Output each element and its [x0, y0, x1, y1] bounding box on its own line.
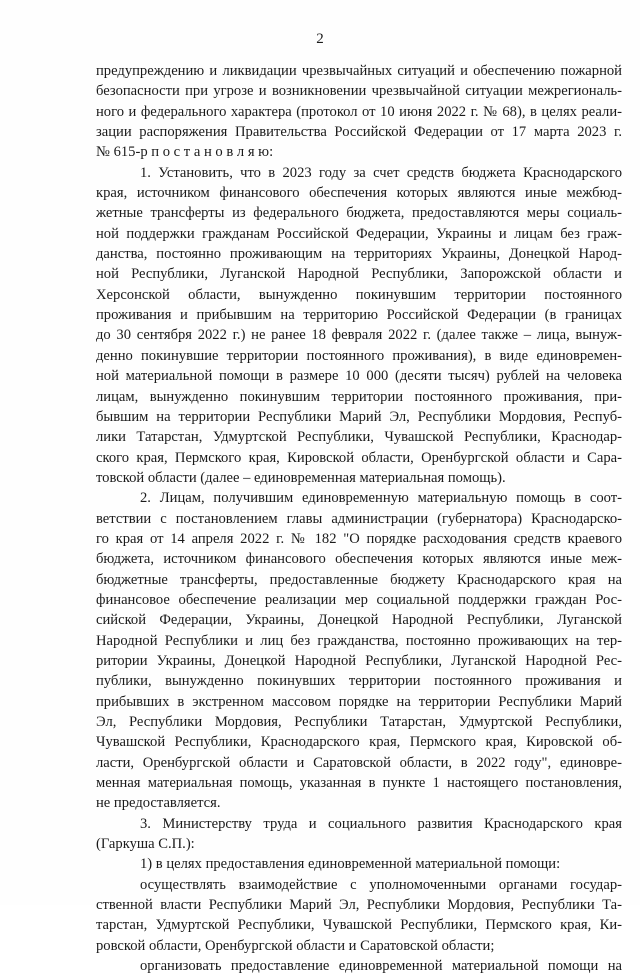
text-line: зации распоряжения Правительства Российской Федерации от 17 марта 2023 г.	[96, 124, 622, 141]
text-line: сийской Федерации, Украины, Донецкой Народной Республики, Луганской	[96, 612, 622, 629]
page-number: 2	[316, 31, 324, 47]
text-line: ной материальной помощи в размере 10 000 (десяти тысяч) рублей на человека	[96, 368, 622, 385]
text-line: ной поддержки гражданам Российской Федерации, Украины и лицам без граж-	[96, 225, 622, 242]
text-line: финансовое обеспечение реализации мер социальной поддержки граждан Рос-	[96, 591, 622, 608]
text-line: ского края, Пермского края, Кировской области, Оренбургской области и Сара-	[96, 449, 622, 466]
text-line: товской области (далее – единовременная материальная помощь).	[96, 469, 506, 486]
text-line: осуществлять взаимодействие с уполномоченными органами государ-	[140, 876, 622, 893]
text-line: тарстан, Удмуртской Республики, Чувашской Республики, Пермского края, Ки-	[96, 917, 622, 934]
text-line: прибывших в экстренном массовом порядке на территории Республики Марий	[96, 693, 622, 710]
text-line: предупреждению и ликвидации чрезвычайных ситуаций и обеспечению пожарной	[96, 63, 622, 79]
text-line: края, источником финансового обеспечения которых являются иные межбюд-	[96, 185, 622, 202]
text-line: Эл, Республики Мордовия, Республики Татарстан, Удмуртской Республики,	[96, 714, 622, 730]
text-line: жетные трансферты из федерального бюджета, предоставляются меры социаль-	[96, 205, 622, 222]
text-line: данства, постоянно проживающим на территориях Украины, Донецкой Народ-	[96, 246, 622, 263]
text-line: безопасности при угрозе и возникновении чрезвычайной ситуации межрегиональ-	[96, 83, 622, 100]
text-line: денно покинувшие территории постоянного проживания), в виде единовремен-	[96, 347, 622, 364]
text-line: 3. Министерству труда и социального развития Краснодарского края	[140, 815, 622, 832]
text-line: бюджета, источником финансового обеспечения которых являются иные меж-	[96, 551, 622, 568]
text-line: 1. Установить, что в 2023 году за счет средств бюджета Краснодарского	[140, 164, 622, 181]
text-line: ственной власти Республики Марий Эл, Республики Мордовия, Республики Та-	[96, 897, 622, 914]
text-line: № 615-р п о с т а н о в л я ю:	[96, 144, 274, 161]
text-line: лики Татарстан, Удмуртской Республики, Чувашской Республики, Краснодар-	[96, 429, 622, 446]
text-line: организовать предоставление единовременной материальной помощи на	[140, 958, 622, 975]
text-line: го края от 14 апреля 2022 г. № 182 "О порядке расходования средств краевого	[96, 530, 622, 547]
text-line: Чувашской Республики, Краснодарского края, Пермского края, Кировской об-	[96, 734, 622, 751]
text-line: ветствии с постановлением главы администрации (губернатора) Краснодарско-	[96, 510, 622, 527]
text-line: лицам, вынужденно покинувшим территории постоянного проживания, при-	[96, 388, 622, 405]
text-line: Херсонской области, вынужденно покинувшим территории постоянного	[96, 286, 622, 303]
text-line: ритории Украины, Донецкой Народной Республики, Луганской Народной Рес-	[96, 652, 622, 669]
text-line: ного и федерального характера (протокол от 10 июня 2022 г. № 68), в целях реали-	[96, 103, 622, 120]
text-line: бюджетные трансферты, предоставленные бюджету Краснодарского края на	[96, 571, 622, 588]
text-line: 1) в целях предоставления единовременной материальной помощи:	[140, 856, 561, 873]
text-line: ласти, Оренбургской области и Саратовской области, в 2022 году", единовре-	[96, 754, 622, 771]
text-line: не предоставляется.	[96, 795, 221, 812]
text-line: Народной Республики и лиц без гражданства, постоянно проживающих на тер-	[96, 632, 622, 649]
document-body	[96, 61, 622, 976]
text-line: ровской области, Оренбургской области и Саратовской области;	[96, 937, 495, 954]
text-line: (Гаркуша С.П.):	[96, 836, 195, 853]
text-line: ной Республики, Луганской Народной Республики, Запорожской области и	[96, 266, 622, 283]
text-line: 2. Лицам, получившим единовременную материальную помощь в соот-	[140, 490, 622, 507]
text-line: проживания и прибывшим на территорию Российской Федерации (в границах	[96, 307, 622, 324]
text-line: менная материальная помощь, указанная в пункте 1 настоящего постановления,	[96, 775, 622, 792]
text-line: бывшим на территории Республики Марий Эл, Республики Мордовия, Респуб-	[96, 408, 622, 425]
text-line: публики, вынужденно покинувших территории постоянного проживания и	[96, 673, 622, 690]
text-line: до 30 сентября 2022 г.) не ранее 18 февраля 2022 г. (далее также – лица, вынуж-	[96, 327, 622, 344]
